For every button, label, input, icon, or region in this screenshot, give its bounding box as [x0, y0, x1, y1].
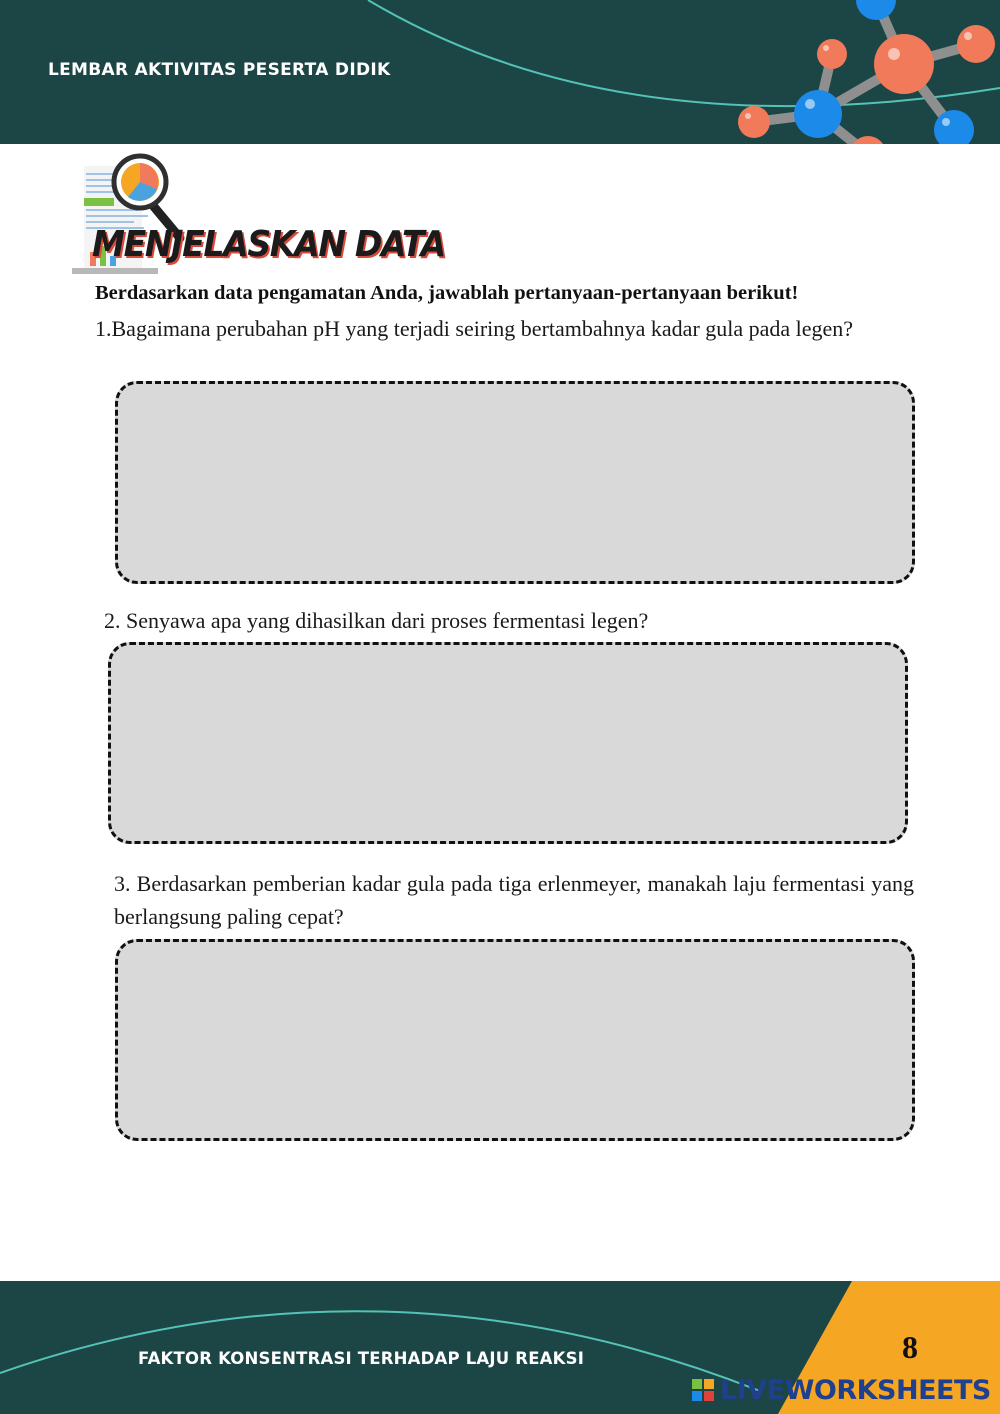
question-2: 2. Senyawa apa yang dihasilkan dari proses fermentasi legen? — [104, 608, 649, 633]
section-title: MENJELASKAN DATA — [92, 224, 445, 265]
molecule-icon — [728, 0, 1000, 144]
question-3: 3. Berdasarkan pemberian kadar gula pada tiga erlenmeyer, manakah laju fermentasi yang berlangsung paling cepat? — [114, 871, 914, 929]
watermark-text: LIVEWORKSHEETS — [720, 1374, 991, 1406]
instruction-text: Berdasarkan data pengamatan Anda, jawablah pertanyaan-pertanyaan berikut! — [95, 282, 799, 304]
answer-box-2[interactable] — [108, 642, 908, 844]
question-1: 1.Bagaimana perubahan pH yang terjadi seiring bertambahnya kadar gula pada legen? — [95, 316, 854, 341]
liveworksheets-logo-icon — [692, 1379, 714, 1401]
header-title: LEMBAR AKTIVITAS PESERTA DIDIK — [48, 60, 391, 80]
page-header — [0, 0, 1000, 144]
answer-box-1[interactable] — [115, 381, 915, 584]
watermark — [692, 1373, 991, 1407]
footer-title: FAKTOR KONSENTRASI TERHADAP LAJU REAKSI — [138, 1349, 585, 1368]
answer-box-3[interactable] — [115, 939, 915, 1141]
page-footer — [0, 1281, 1000, 1414]
page-number: 8 — [902, 1329, 918, 1365]
